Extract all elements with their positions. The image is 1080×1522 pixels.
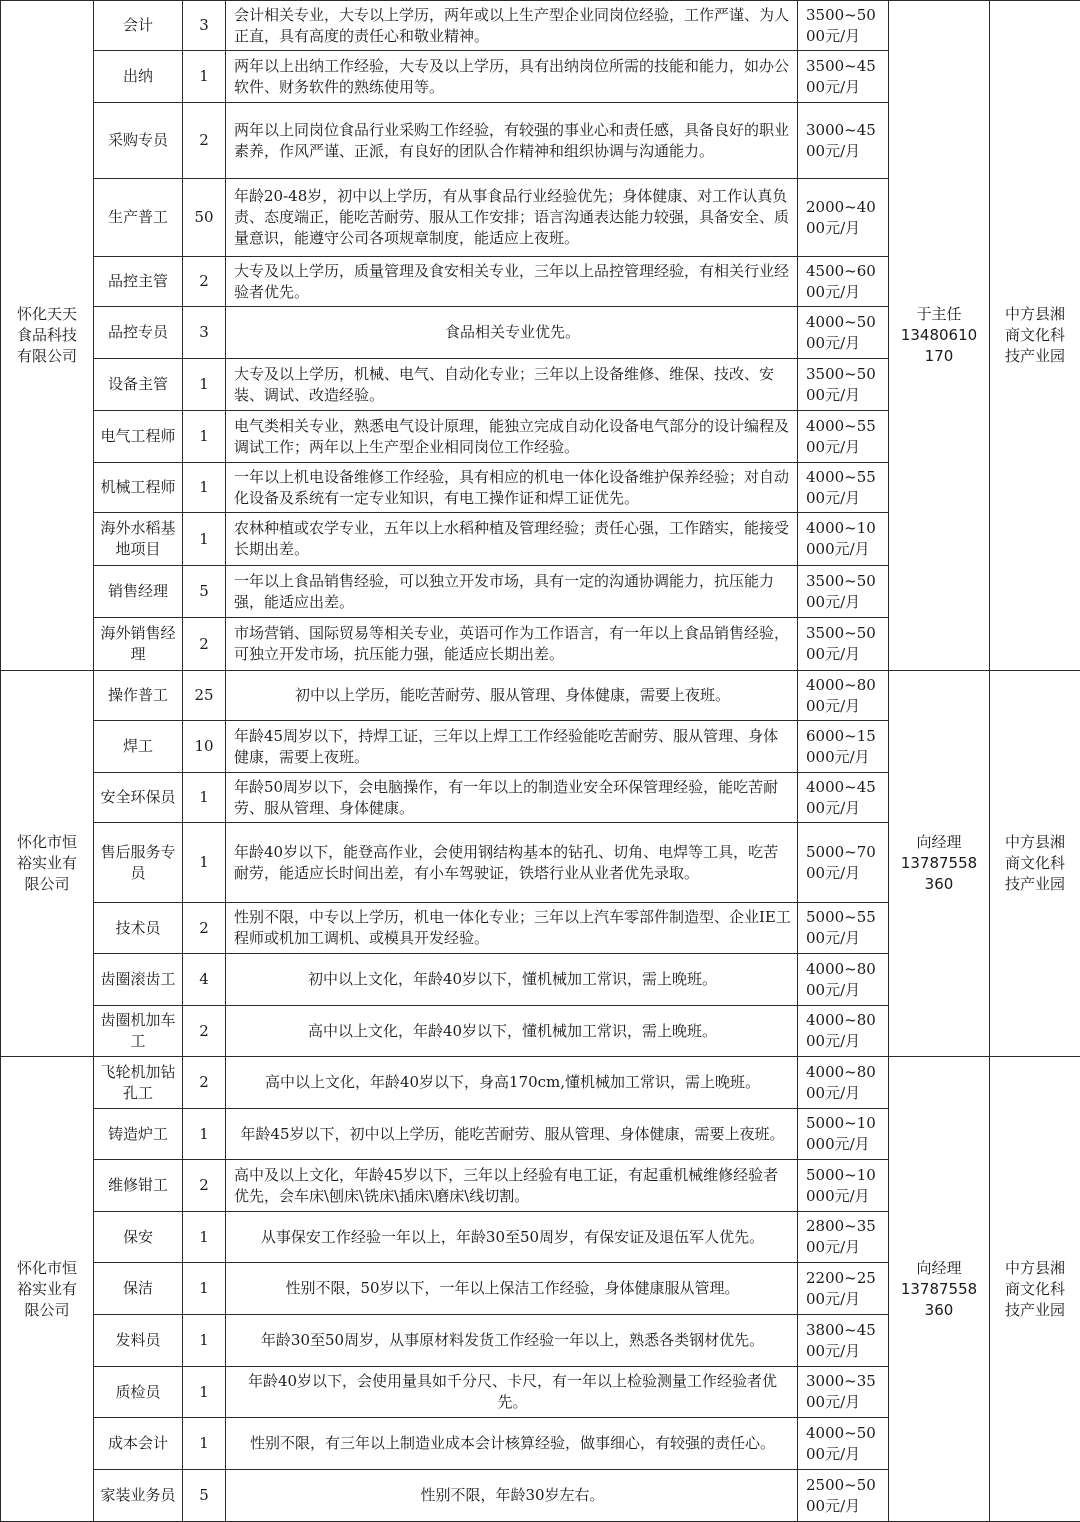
salary-cell [798,1,889,51]
job-table-body [1,1,1080,1522]
requirements-cell-text: 年龄40岁以下，会使用量具如千分尺、卡尺，有一年以上检验测量工作经验者优先。 [234,1371,791,1413]
requirements-cell [226,411,798,463]
requirements-cell [226,359,798,411]
salary-cell-text: 4000~5000元/月 [806,312,884,354]
salary-cell-text: 4000~8000元/月 [806,675,884,717]
salary-cell-text: 2800~3500元/月 [806,1216,884,1258]
count-cell-text: 1 [187,66,221,87]
salary-cell [798,903,889,954]
requirements-cell-text: 一年以上机电设备维修工作经验，具有相应的机电一体化设备维护保养经验；对自动化设备及系统有一定专业知识，有电工操作证和焊工证优先。 [234,467,791,509]
position-cell-text: 安全环保员 [98,787,178,808]
count-cell [183,618,226,671]
position-cell-text: 保洁 [98,1278,178,1299]
position-cell [94,1109,183,1160]
requirements-cell-text: 大专及以上学历，质量管理及食安相关专业，三年以上品控管理经验，有相关行业经验者优先。 [234,261,791,303]
position-cell-text: 家装业务员 [98,1485,178,1506]
company-name: 怀化天天食品科技有限公司 [1,1,94,671]
salary-cell [798,1315,889,1367]
requirements-cell-text: 农林种植或农学专业，五年以上水稻种植及管理经验；责任心强，工作踏实，能接受长期出差。 [234,518,791,560]
position-cell [94,566,183,618]
count-cell [183,1470,226,1522]
position-cell [94,463,183,513]
count-cell-text: 1 [187,529,221,550]
position-cell-text: 维修钳工 [98,1175,178,1196]
salary-cell-text: 4000~4500元/月 [806,777,884,819]
count-cell [183,359,226,411]
requirements-cell [226,51,798,103]
count-cell-text: 2 [187,1021,221,1042]
requirements-cell-text: 性别不限，年龄30岁左右。 [234,1485,791,1506]
salary-cell-text: 3500~5000元/月 [806,5,884,47]
position-cell [94,307,183,359]
count-cell-text: 4 [187,969,221,990]
position-cell [94,1,183,51]
requirements-cell-text: 初中以上学历，能吃苦耐劳、服从管理、身体健康，需要上夜班。 [234,685,791,706]
requirements-cell-text: 食品相关专业优先。 [234,322,791,343]
position-cell [94,618,183,671]
position-cell [94,51,183,103]
requirements-cell-text: 两年以上出纳工作经验，大专及以上学历，具有出纳岗位所需的技能和能力，如办公软件、财务软件的熟练使用等。 [234,56,791,98]
count-cell-text: 1 [187,1433,221,1454]
salary-cell [798,773,889,823]
requirements-cell [226,566,798,618]
count-cell [183,1212,226,1263]
count-cell-text: 2 [187,634,221,655]
count-cell [183,103,226,179]
requirements-cell [226,1160,798,1212]
table-row [1,1057,1080,1109]
count-cell-text: 5 [187,581,221,602]
requirements-cell [226,257,798,307]
requirements-cell-text: 性别不限，有三年以上制造业成本会计核算经验，做事细心，有较强的责任心。 [234,1433,791,1454]
position-cell-text: 齿圈滚齿工 [98,969,178,990]
requirements-cell [226,1315,798,1367]
position-cell [94,1263,183,1315]
position-cell-text: 飞轮机加钻孔工 [98,1062,178,1104]
salary-cell [798,721,889,773]
salary-cell-text: 5000~10000元/月 [806,1113,884,1155]
requirements-cell-text: 一年以上食品销售经验，可以独立开发市场，具有一定的沟通协调能力，抗压能力强，能适应出差。 [234,571,791,613]
salary-cell-text: 2200~2500元/月 [806,1268,884,1310]
count-cell [183,1367,226,1418]
count-cell-text: 1 [187,1330,221,1351]
salary-cell-text: 5000~7000元/月 [806,842,884,884]
position-cell [94,1160,183,1212]
position-cell-text: 品控主管 [98,271,178,292]
salary-cell [798,513,889,566]
contact-info: 向经理 13787558360 [889,671,990,1057]
company-name: 怀化市恒裕实业有限公司 [1,671,94,1057]
count-cell [183,903,226,954]
count-cell [183,823,226,903]
requirements-cell-text: 高中以上文化，年龄40岁以下，身高170cm,懂机械加工常识，需上晚班。 [234,1072,791,1093]
position-cell-text: 会计 [98,15,178,36]
count-cell [183,1315,226,1367]
count-cell-text: 2 [187,271,221,292]
count-cell [183,773,226,823]
position-cell [94,257,183,307]
count-cell-text: 25 [187,685,221,706]
requirements-cell [226,1212,798,1263]
count-cell [183,954,226,1006]
count-cell-text: 2 [187,130,221,151]
count-cell [183,1160,226,1212]
salary-cell-text: 4000~5500元/月 [806,416,884,458]
position-cell [94,1006,183,1057]
count-cell-text: 5 [187,1485,221,1506]
salary-cell-text: 2500~5000元/月 [806,1475,884,1517]
position-cell-text: 销售经理 [98,581,178,602]
position-cell-text: 电气工程师 [98,426,178,447]
salary-cell [798,463,889,513]
count-cell-text: 1 [187,787,221,808]
requirements-cell [226,721,798,773]
salary-cell-text: 4000~5500元/月 [806,467,884,509]
position-cell [94,103,183,179]
salary-cell-text: 3500~4500元/月 [806,56,884,98]
count-cell-text: 2 [187,1072,221,1093]
salary-cell-text: 5000~5500元/月 [806,907,884,949]
salary-cell [798,1006,889,1057]
position-cell [94,359,183,411]
salary-cell [798,823,889,903]
position-cell [94,1315,183,1367]
requirements-cell-text: 年龄45周岁以下，持焊工证，三年以上焊工工作经验能吃苦耐劳、服从管理、身体健康，需要上夜班。 [234,726,791,768]
salary-cell-text: 4000~10000元/月 [806,518,884,560]
requirements-cell-text: 两年以上同岗位食品行业采购工作经验，有较强的事业心和责任感，具备良好的职业素养，作风严谨、正派，有良好的团队合作精神和组织协调与沟通能力。 [234,120,791,162]
salary-cell [798,1367,889,1418]
position-cell-text: 采购专员 [98,130,178,151]
requirements-cell-text: 电气类相关专业，熟悉电气设计原理，能独立完成自动化设备电气部分的设计编程及调试工作；两年以上生产型企业相同岗位工作经验。 [234,416,791,458]
salary-cell-text: 3500~5000元/月 [806,623,884,665]
position-cell-text: 品控专员 [98,322,178,343]
position-cell-text: 机械工程师 [98,477,178,498]
salary-cell-text: 4000~5000元/月 [806,1423,884,1465]
requirements-cell-text: 年龄45岁以下，初中以上学历，能吃苦耐劳、服从管理、身体健康，需要上夜班。 [234,1124,791,1145]
salary-cell-text: 6000~15000元/月 [806,726,884,768]
work-location: 中方县湘商文化科技产业园 [990,1,1080,671]
salary-cell-text: 3000~3500元/月 [806,1371,884,1413]
requirements-cell-text: 会计相关专业，大专以上学历，两年或以上生产型企业同岗位经验，工作严谨、为人正直，具有高度的责任心和敬业精神。 [234,5,791,47]
requirements-cell [226,513,798,566]
work-location: 中方县湘商文化科技产业园 [990,1057,1080,1522]
requirements-cell [226,903,798,954]
count-cell [183,411,226,463]
contact-info: 于主任 13480610170 [889,1,990,671]
position-cell [94,671,183,721]
position-cell-text: 铸造炉工 [98,1124,178,1145]
position-cell-text: 技术员 [98,918,178,939]
requirements-cell [226,1418,798,1470]
requirements-cell-text: 初中以上文化，年龄40岁以下，懂机械加工常识，需上晚班。 [234,969,791,990]
salary-cell [798,1057,889,1109]
position-cell [94,954,183,1006]
requirements-cell [226,1470,798,1522]
position-cell-text: 质检员 [98,1382,178,1403]
salary-cell-text: 3500~5000元/月 [806,364,884,406]
count-cell [183,257,226,307]
count-cell [183,1263,226,1315]
position-cell-text: 海外水稻基地项目 [98,518,178,560]
requirements-cell [226,618,798,671]
count-cell [183,307,226,359]
requirements-cell-text: 性别不限，50岁以下，一年以上保洁工作经验，身体健康服从管理。 [234,1278,791,1299]
count-cell [183,1418,226,1470]
position-cell-text: 海外销售经理 [98,623,178,665]
count-cell-text: 3 [187,322,221,343]
count-cell-text: 1 [187,852,221,873]
salary-cell-text: 4000~8000元/月 [806,1010,884,1052]
position-cell-text: 发料员 [98,1330,178,1351]
position-cell [94,721,183,773]
position-cell-text: 售后服务专员 [98,842,178,884]
salary-cell [798,1160,889,1212]
position-cell [94,513,183,566]
count-cell [183,463,226,513]
position-cell [94,1057,183,1109]
work-location: 中方县湘商文化科技产业园 [990,671,1080,1057]
contact-info: 向经理 13787558360 [889,1057,990,1522]
position-cell-text: 保安 [98,1227,178,1248]
requirements-cell [226,463,798,513]
salary-cell [798,103,889,179]
position-cell-text: 生产普工 [98,207,178,228]
position-cell [94,411,183,463]
salary-cell [798,954,889,1006]
position-cell-text: 焊工 [98,736,178,757]
salary-cell-text: 2000~4000元/月 [806,197,884,239]
salary-cell-text: 5000~10000元/月 [806,1165,884,1207]
requirements-cell [226,773,798,823]
count-cell-text: 1 [187,374,221,395]
salary-cell-text: 3500~5000元/月 [806,571,884,613]
salary-cell-text: 4500~6000元/月 [806,261,884,303]
count-cell [183,671,226,721]
requirements-cell [226,954,798,1006]
requirements-cell-text: 年龄50周岁以下，会电脑操作，有一年以上的制造业安全环保管理经验，能吃苦耐劳、服从管理、身体健康。 [234,777,791,819]
salary-cell [798,1418,889,1470]
requirements-cell [226,1263,798,1315]
count-cell-text: 1 [187,426,221,447]
requirements-cell [226,307,798,359]
salary-cell [798,618,889,671]
position-cell-text: 操作普工 [98,685,178,706]
table-row [1,1,1080,51]
requirements-cell [226,1057,798,1109]
position-cell [94,1418,183,1470]
position-cell [94,773,183,823]
salary-cell [798,1212,889,1263]
salary-cell [798,1109,889,1160]
count-cell-text: 10 [187,736,221,757]
count-cell-text: 2 [187,918,221,939]
requirements-cell-text: 市场营销、国际贸易等相关专业，英语可作为工作语言，有一年以上食品销售经验，可独立开发市场，抗压能力强，能适应长期出差。 [234,623,791,665]
count-cell-text: 1 [187,1278,221,1299]
salary-cell-text: 3800~4500元/月 [806,1320,884,1362]
count-cell-text: 3 [187,15,221,36]
salary-cell-text: 4000~8000元/月 [806,959,884,1001]
requirements-cell-text: 年龄30至50周岁，从事原材料发货工作经验一年以上，熟悉各类钢材优先。 [234,1330,791,1351]
count-cell [183,566,226,618]
salary-cell-text: 4000~8000元/月 [806,1062,884,1104]
count-cell-text: 50 [187,207,221,228]
requirements-cell-text: 年龄40岁以下，能登高作业，会使用钢结构基本的钻孔、切角、电焊等工具，吃苦耐劳，能适应长时间出差，有小车驾驶证，铁塔行业从业者优先录取。 [234,842,791,884]
position-cell [94,1367,183,1418]
requirements-cell-text: 高中以上文化，年龄40岁以下，懂机械加工常识，需上晚班。 [234,1021,791,1042]
position-cell-text: 设备主管 [98,374,178,395]
requirements-cell-text: 年龄20-48岁，初中以上学历，有从事食品行业经验优先；身体健康、对工作认真负责、态度端正，能吃苦耐劳、服从工作安排；语言沟通表达能力较强，具备安全、质量意识，能遵守公司各项规章制度，能适应上夜班。 [234,186,791,249]
requirements-cell-text: 高中及以上文化，年龄45岁以下，三年以上经验有电工证，有起重机械维修经验者优先，会车床\刨床\铣床\插床\磨床\线切割。 [234,1165,791,1207]
salary-cell [798,307,889,359]
count-cell [183,179,226,257]
table-row [1,671,1080,721]
position-cell [94,823,183,903]
requirements-cell [226,1367,798,1418]
count-cell [183,513,226,566]
count-cell [183,51,226,103]
position-cell [94,903,183,954]
count-cell [183,1057,226,1109]
salary-cell [798,257,889,307]
salary-cell [798,411,889,463]
requirements-cell [226,823,798,903]
count-cell-text: 2 [187,1175,221,1196]
salary-cell [798,359,889,411]
requirements-cell-text: 性别不限，中专以上学历，机电一体化专业；三年以上汽车零部件制造型、企业IE工程师或机加工调机、或模具开发经验。 [234,907,791,949]
salary-cell [798,51,889,103]
requirements-cell-text: 大专及以上学历，机械、电气、自动化专业；三年以上设备维修、维保、技改、安装、调试、改造经验。 [234,364,791,406]
count-cell-text: 1 [187,1227,221,1248]
salary-cell [798,1263,889,1315]
count-cell-text: 1 [187,1382,221,1403]
company-name: 怀化市恒裕实业有限公司 [1,1057,94,1522]
salary-cell [798,1470,889,1522]
position-cell [94,1212,183,1263]
count-cell [183,1109,226,1160]
position-cell-text: 出纳 [98,66,178,87]
count-cell [183,1,226,51]
position-cell [94,1470,183,1522]
requirements-cell [226,103,798,179]
requirements-cell [226,1109,798,1160]
requirements-cell-text: 从事保安工作经验一年以上，年龄30至50周岁，有保安证及退伍军人优先。 [234,1227,791,1248]
requirements-cell [226,1006,798,1057]
salary-cell-text: 3000~4500元/月 [806,120,884,162]
count-cell [183,721,226,773]
count-cell-text: 1 [187,477,221,498]
position-cell-text: 成本会计 [98,1433,178,1454]
requirements-cell [226,671,798,721]
position-cell [94,179,183,257]
requirements-cell [226,179,798,257]
count-cell [183,1006,226,1057]
position-cell-text: 齿圈机加车工 [98,1010,178,1052]
count-cell-text: 1 [187,1124,221,1145]
requirements-cell [226,1,798,51]
salary-cell [798,179,889,257]
salary-cell [798,671,889,721]
salary-cell [798,566,889,618]
